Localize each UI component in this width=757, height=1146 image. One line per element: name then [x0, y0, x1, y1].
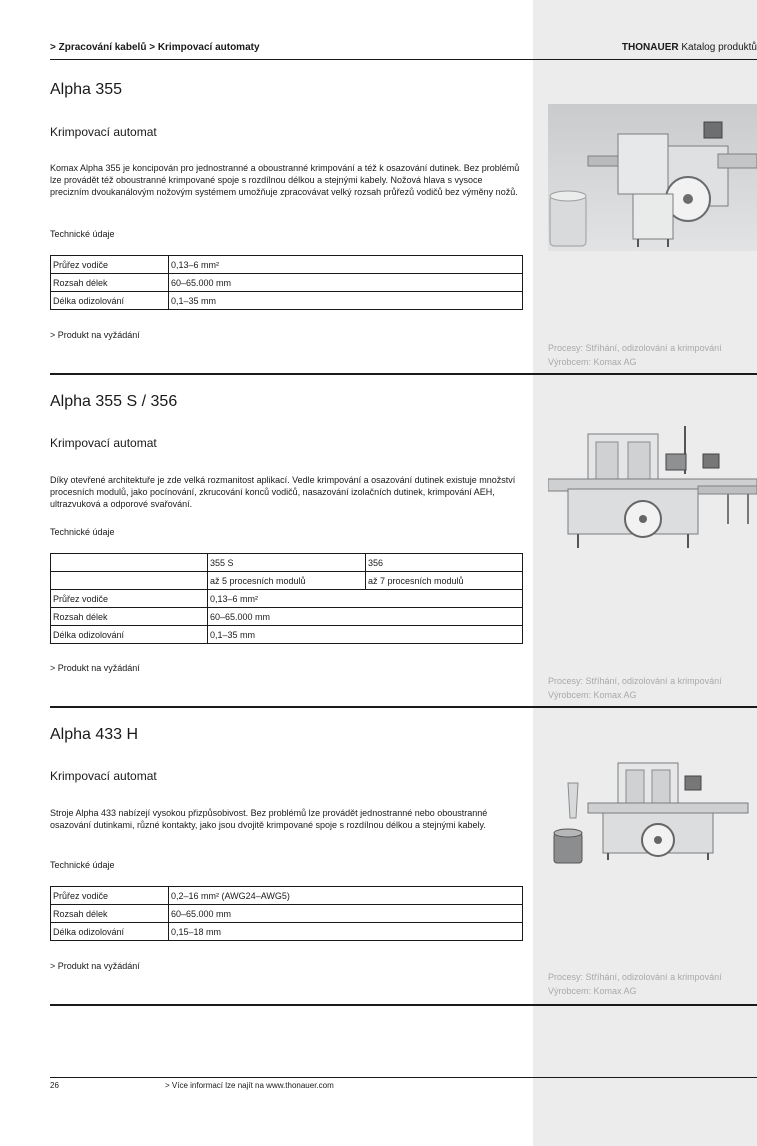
processes-text: Procesy: Stříhání, odizolování a krimpování: [548, 343, 722, 353]
footer-divider: [50, 1077, 757, 1078]
processes-text: Procesy: Stříhání, odizolování a krimpování: [548, 676, 722, 686]
product-subtitle: Krimpovací automat: [50, 436, 157, 450]
table-row: [51, 590, 523, 608]
spec-label: Technické údaje: [50, 229, 115, 239]
spec-value: až 5 procesních modulů: [208, 572, 366, 590]
spec-key: Průřez vodiče: [51, 887, 169, 905]
section-divider: [50, 373, 757, 375]
catalog-title: [622, 42, 757, 53]
processes-text: Procesy: Stříhání, odizolování a krimpování: [548, 972, 722, 982]
product-request-link[interactable]: > Produkt na vyžádání: [50, 330, 140, 340]
spec-head: 355 S: [208, 554, 366, 572]
manufacturer-text: Výrobcem: Komax AG: [548, 986, 637, 996]
section-divider: [50, 1004, 757, 1006]
header-divider: [50, 59, 757, 60]
table-row: [51, 274, 523, 292]
website-link[interactable]: > Více informací lze najít na www.thonauer.com: [165, 1081, 334, 1090]
spec-table: [50, 886, 523, 941]
product-request-link[interactable]: > Produkt na vyžádání: [50, 663, 140, 673]
spec-key: Délka odizolování: [51, 923, 169, 941]
spec-table: [50, 255, 523, 310]
spec-key: Rozsah délek: [51, 274, 169, 292]
table-row: [51, 554, 523, 572]
spec-key: [51, 554, 208, 572]
product-meta: [548, 970, 722, 998]
machine-photo: [548, 104, 757, 251]
section-divider: [50, 706, 757, 708]
product-title: Alpha 355 S / 356: [50, 393, 178, 410]
table-row: [51, 292, 523, 310]
breadcrumb: > Zpracování kabelů > Krimpovací automaty: [50, 42, 260, 53]
table-row: [51, 905, 523, 923]
manufacturer-text: Výrobcem: Komax AG: [548, 690, 637, 700]
product-description: Díky otevřené architektuře je zde velká rozmanitost aplikací. Vedle krimpování a osazování dutinek existuje množství procesních modulů, jako pocínování, zkrucování konců vodičů, nasazování izolačních dutinek, krimpování AEH, ultrazvuková a odporové svařování.: [50, 475, 516, 509]
page-number: 26: [50, 1081, 59, 1090]
spec-label: Technické údaje: [50, 860, 115, 870]
machine-photo: [548, 424, 757, 554]
spec-value: 0,1–35 mm: [169, 292, 523, 310]
spec-key: [51, 572, 208, 590]
manufacturer-text: Výrobcem: Komax AG: [548, 357, 637, 367]
table-row: [51, 626, 523, 644]
spec-value: až 7 procesních modulů: [366, 572, 523, 590]
product-subtitle: Krimpovací automat: [50, 125, 157, 139]
spec-value: 60–65.000 mm: [169, 905, 523, 923]
spec-label: Technické údaje: [50, 527, 115, 537]
machine-photo: [548, 758, 757, 868]
spec-value: 0,15–18 mm: [169, 923, 523, 941]
product-title: Alpha 355: [50, 81, 123, 98]
table-row: [51, 887, 523, 905]
spec-head: 356: [366, 554, 523, 572]
product-subtitle: Krimpovací automat: [50, 769, 157, 783]
spec-key: Průřez vodiče: [51, 256, 169, 274]
spec-value: 0,13–6 mm²: [208, 590, 523, 608]
spec-value: 0,2–16 mm² (AWG24–AWG5): [169, 887, 523, 905]
spec-key: Délka odizolování: [51, 292, 169, 310]
product-request-link[interactable]: > Produkt na vyžádání: [50, 961, 140, 971]
spec-key: Rozsah délek: [51, 905, 169, 923]
brand-name: THONAUER: [621, 42, 679, 53]
product-description: Komax Alpha 355 je koncipován pro jednostranné a oboustranné krimpování a též k osazování dutinek. Bez problémů lze provádět též oboustranné krimpované spoje s rozdílnou délkou a stejnými kabely. Nožová hlava s vysoce precizním dvoukanálovým nožovým systémem umožňuje zpracovávat velký rozsah průřezů vodičů bez výměny nožů.: [50, 163, 520, 197]
table-row: [51, 572, 523, 590]
spec-key: Rozsah délek: [51, 608, 208, 626]
spec-key: Průřez vodiče: [51, 590, 208, 608]
spec-value: 60–65.000 mm: [208, 608, 523, 626]
product-meta: [548, 341, 722, 369]
spec-value: 60–65.000 mm: [169, 274, 523, 292]
catalog-label: Katalog produktů: [681, 42, 757, 53]
spec-value: 0,13–6 mm²: [169, 256, 523, 274]
table-row: [51, 608, 523, 626]
product-description: Stroje Alpha 433 nabízejí vysokou přizpůsobivost. Bez problémů lze provádět jednostranné nebo oboustranné osazování dutinkami, různé kontakty, jako jsou dvojitě krimpované spoje s rozdílnou délkou a stejnými kabely.: [50, 808, 488, 830]
product-title: Alpha 433 H: [50, 726, 139, 743]
spec-table: [50, 553, 523, 644]
spec-key: Délka odizolování: [51, 626, 208, 644]
table-row: [51, 256, 523, 274]
spec-value: 0,1–35 mm: [208, 626, 523, 644]
table-row: [51, 923, 523, 941]
product-meta: [548, 674, 722, 702]
